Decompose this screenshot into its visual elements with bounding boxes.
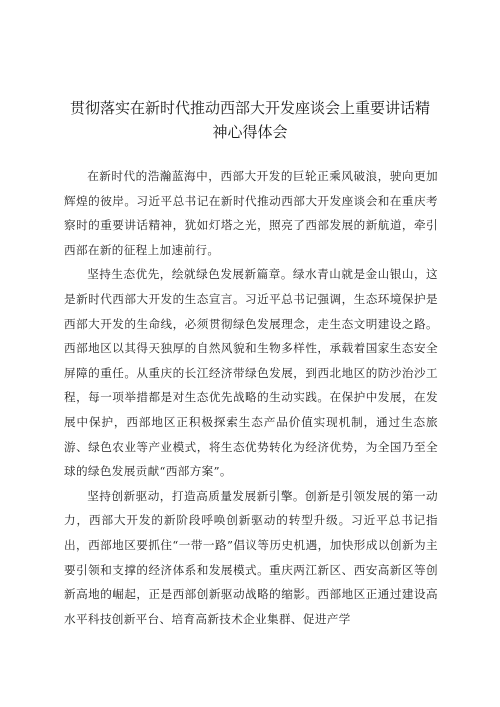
document-title: [60, 96, 440, 144]
paragraph-innovation: 坚持创新驱动，打造高质量发展新引擎。创新是引领发展的第一动力，西部大开发的新阶段呼唤创新驱动的转型升级。习近平总书记指出，西部地区要抓住“一带一路”倡议等历史机遇，加快形成以创新为主要引领和支撑的经济体系和发展模式。重庆两江新区、西安高新区等创新高地的崛起，正是西部创新驱动战略的缩影。西部地区正通过建设高水平科技创新平台、培育高新技术企业集群、促进产学: [64, 488, 438, 626]
document-body: [64, 164, 438, 631]
title-line-2: 神心得体会: [212, 123, 288, 141]
paragraph-ecology: 坚持生态优先，绘就绿色发展新篇章。绿水青山就是金山银山，这是新时代西部大开发的生态宣言。习近平总书记强调，生态环境保护是西部大开发的生命线，必须贯彻绿色发展理念，走生态文明建设之路。西部地区以其得天独厚的自然风貌和生物多样性，承载着国家生态安全屏障的重任。从重庆的长江经济带绿色发展，到西北地区的防沙治沙工程，每一项举措都是对生态优先战略的生动实践。在保护中发展，在发展中保护，西部地区正积极探索生态产品价值实现机制，通过生态旅游、绿色农业等产业模式，将生态优势转化为经济优势，为全国乃至全球的绿色发展贡献“西部方案”。: [64, 267, 438, 479]
paragraph-intro: 在新时代的浩瀚蓝海中，西部大开发的巨轮正乘风破浪，驶向更加辉煌的彼岸。习近平总书记在新时代推动西部大开发座谈会和在重庆考察时的重要讲话精神，犹如灯塔之光，照亮了西部发展的新航道，牵引西部在新的征程上加速前行。: [64, 169, 438, 257]
title-line-1: 贯彻落实在新时代推动西部大开发座谈会上重要讲话精: [69, 99, 430, 117]
